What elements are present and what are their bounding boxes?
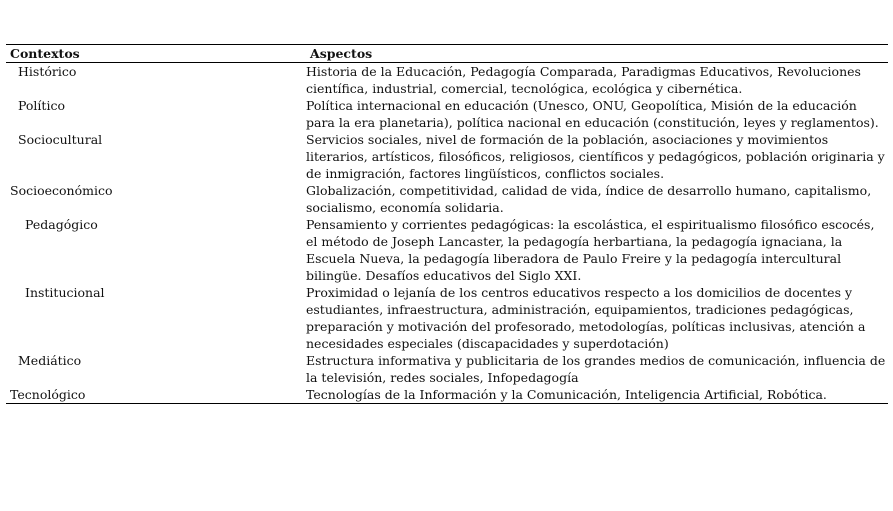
context-tecnologico: Tecnológico [10,387,86,402]
aspects-sociocultural: Servicios sociales, nivel de formación de la población, asociaciones y movimientos literarios, artísticos, filosóficos, religiosos, científicos y pedagógicos, población originaria y de inmigración, factores lingüísticos, conflictos sociales. [306,132,885,181]
table-row [6,63,888,98]
table-row [6,182,888,216]
table-row [6,386,888,403]
context-institucional: Institucional [25,285,105,300]
aspects-tecnologico: Tecnologías de la Información y la Comunicación, Inteligencia Artificial, Robótica. [306,387,827,402]
context-socioeconomico: Socioeconómico [10,183,113,198]
context-mediatico: Mediático [18,353,82,368]
aspects-politico: Política internacional en educación (Unesco, ONU, Geopolítica, Misión de la educación para la era planetaria), política nacional en educación (constitución, leyes y reglamentos). [306,98,879,130]
aspects-institucional: Proximidad o lejanía de los centros educativos respecto a los domicilios de docentes y estudiantes, infraestructura, administración, equipamientos, tradiciones pedagógicas, preparación y motivación del profesorado, metodologías, políticas inclusivas, atención a necesidades especiales (discapacidades y superdotación) [306,285,866,351]
context-politico: Político [18,98,65,113]
context-historico: Histórico [18,64,77,79]
aspects-pedagogico: Pensamiento y corrientes pedagógicas: la escolástica, el espiritualismo filosófico escocés, el método de Joseph Lancaster, la pedagogía herbartiana, la pedagogía ignaciana, la Escuela Nueva, la pedagogía liberadora de Paulo Freire y la pedagogía intercultural bilingüe. Desafíos educativos del Siglo XXI. [306,217,875,283]
aspects-historico: Historia de la Educación, Pedagogía Comparada, Paradigmas Educativos, Revoluciones científica, industrial, comercial, tecnológica, ecológica y cibernética. [306,64,861,96]
contexts-table-grid [6,45,888,403]
header-contextos: Contextos [6,45,306,63]
contexts-table [6,44,888,404]
table-row [6,216,888,284]
table-row [6,284,888,352]
table-header-row [6,45,888,63]
context-pedagogico: Pedagógico [25,217,98,232]
aspects-mediatico: Estructura informativa y publicitaria de los grandes medios de comunicación, influencia de la televisión, redes sociales, Infopedagogía [306,353,886,385]
aspects-socioeconomico: Globalización, competitividad, calidad de vida, índice de desarrollo humano, capitalismo, socialismo, economía solidaria. [306,183,872,215]
table-row [6,352,888,386]
context-sociocultural: Sociocultural [18,132,103,147]
header-aspectos: Aspectos [306,45,888,63]
table-row [6,97,888,131]
table-row [6,131,888,182]
